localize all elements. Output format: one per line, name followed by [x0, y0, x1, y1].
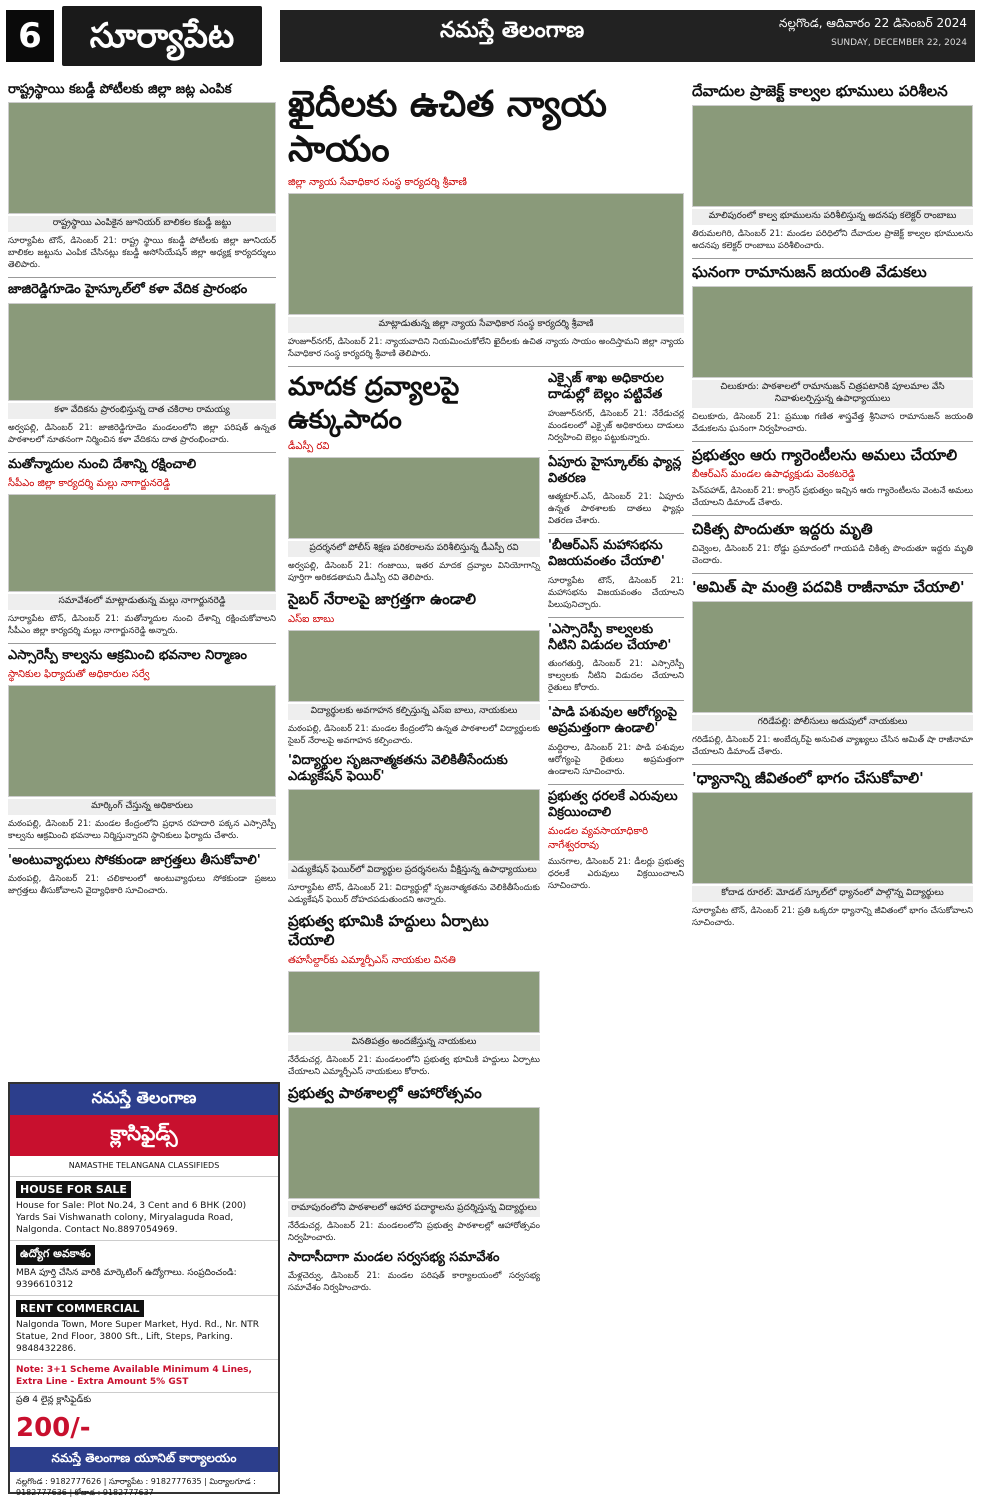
ad-price-block — [10, 1393, 278, 1447]
split-main — [288, 371, 540, 1300]
photo-caption: కోదాడ రూరల్: మోడల్ స్కూల్‌లో ధ్యానంలో పాల్గొన్న విద్యార్థులు — [692, 886, 973, 902]
ad-scheme-note: Note: 3+1 Scheme Available Minimum 4 Lines, Extra Line - Extra Amount 5% GST — [10, 1360, 278, 1393]
photo-caption: రామాపురంలోని పాఠశాలలో ఆహార పదార్థాలను ప్రదర్శిస్తున్న విద్యార్థులు — [288, 1201, 540, 1217]
divider — [548, 700, 684, 701]
divider — [8, 643, 276, 644]
divider — [692, 573, 973, 574]
divider — [8, 277, 276, 278]
headline: జాజిరెడ్డిగూడెం హైస్కూల్‌లో కళా వేదిక ప్రారంభం — [8, 282, 248, 298]
headline: ప్రభుత్వ ధరలకే ఎరువులు విక్రయించాలి — [548, 788, 678, 820]
article-body: చివ్వెంల, డిసెంబర్ 21: రోడ్డు ప్రమాదంలో గాయపడి చికిత్స పొందుతూ ఇద్దరు మృతి చెందారు. — [692, 544, 973, 566]
date-english: SUNDAY, DECEMBER 22, 2024 — [831, 38, 967, 48]
headline: చికిత్స పొందుతూ ఇద్దరు మృతి — [692, 520, 873, 539]
ad-title: క్లాసిఫైడ్స్ — [10, 1115, 278, 1156]
byline: ఎస్‌ఐ బాబు — [288, 613, 335, 625]
ad-header: నమస్తే తెలంగాణ — [10, 1084, 278, 1115]
divider — [548, 450, 684, 451]
article-body: సూర్యాపేట టౌన్, డిసెంబర్ 21: రాష్ట్ర స్థాయి కబడ్డీ పోటీలకు జిల్లా జూనియర్ బాలికల జట్టును ఎంపిక చేసినట్లు కబడ్డీ అసోసియేషన్ జిల్లా అధ్యక్ష కార్యదర్శులు తెలిపారు. — [8, 236, 276, 271]
photo — [8, 102, 276, 214]
photo — [288, 193, 684, 315]
photo — [8, 303, 276, 401]
divider — [692, 258, 973, 259]
headline: సాదాసీదాగా మండల సర్వసభ్య సమావేశం — [288, 1249, 500, 1265]
photo — [692, 105, 973, 207]
split-side — [548, 371, 684, 1300]
photo-caption: రాష్ట్రస్థాయి ఎంపికైన జూనియర్ బాలికల కబడ్డీ జట్టు — [8, 216, 276, 232]
article-body: మద్దిరాల, డిసెంబర్ 21: పాడి పశువుల ఆరోగ్యంపై రైతులు అప్రమత్తంగా ఉండాలని సూచించారు. — [548, 742, 684, 777]
divider — [548, 533, 684, 534]
photo — [692, 286, 973, 378]
divider — [8, 848, 276, 849]
headline: ప్రభుత్వ భూమికి హద్దులు ఏర్పాటు చేయాలి — [288, 912, 489, 949]
headline: దేవాదుల ప్రాజెక్ట్ కాల్వల భూములు పరిశీలన — [692, 82, 948, 100]
headline: రాష్ట్రస్థాయి కబడ్డీ పోటీలకు జిల్లా జట్ల ఎంపిక — [8, 82, 232, 97]
article-body: హుజూర్‌నగర్, డిసెంబర్ 21: నేరేడుచర్ల మండలంలో ఎక్సైజ్ అధికారులు దాడులు నిర్వహించి బెల్లం పట్టుకున్నారు. — [548, 408, 684, 443]
ad-price-label: ప్రతి 4 లైన్ల క్లాసిఫైడ్‌కు — [16, 1395, 92, 1405]
ad-rent-title: RENT COMMERCIAL — [16, 1300, 144, 1317]
divider — [692, 764, 973, 765]
article-body: ఆత్మకూర్.ఎస్, డిసెంబర్ 21: ఏపూరు ఉన్నత పాఠశాలకు దాతలు ఫ్యాన్లు వితరణ చేశారు. — [548, 492, 684, 526]
headline: ఎస్సారెస్పీ కాల్వను ఆక్రమించి భవనాల నిర్మాణం — [8, 647, 248, 663]
headline: ఏపూరు హైస్కూల్‌కు ఫ్యాన్ల వితరణ — [548, 454, 682, 486]
photo-caption: ప్రదర్శనలో పోలీస్ శిక్షణ పరికరాలను పరిశీలిస్తున్న డీఎస్పీ రవి — [288, 541, 540, 557]
byline: మండల వ్యవసాయాధికారి నాగేశ్వరరావు — [548, 826, 649, 851]
article-body: అర్వపల్లి, డిసెంబర్ 21: జాజిరెడ్డిగూడెం మండలంలోని జిల్లా పరిషత్ ఉన్నత పాఠశాలలో నూతనంగా నిర్మించిన కళా వేదికను దాత ప్రారంభించారు. — [8, 422, 276, 445]
masthead — [0, 0, 981, 72]
ad-footer-name: నమస్తే తెలంగాణ యూనిట్ కార్యాలయం — [10, 1447, 278, 1472]
byline: డీఎస్పీ రవి — [288, 441, 330, 452]
article-body: హుజూర్‌నగర్, డిసెంబర్ 21: న్యాయవాదిని నియమించుకోలేని ఖైదీలకు ఉచిత న్యాయ సాయం అందిస్తామని జిల్లా న్యాయ సేవాధికార సంస్థ కార్యదర్శి శ్రీవాణి తెలిపారు. — [288, 337, 684, 359]
headline: మాదక ద్రవ్యాలపై ఉక్కుపాదం — [288, 372, 460, 435]
article-body: చిలుకూరు, డిసెంబర్ 21: ప్రముఖ గణిత శాస్త్రవేత్త శ్రీనివాస రామానుజన్ జయంతి వేడుకలను ఘనంగా నిర్వహించారు. — [692, 411, 973, 434]
byline: స్థానికుల ఫిర్యాదుతో అధికారుల సర్వే — [8, 669, 150, 680]
headline: 'అంటువ్యాధులు సోకకుండా జాగ్రత్తలు తీసుకోవాలి' — [8, 853, 261, 868]
photo-caption: వినతిపత్రం అందజేస్తున్న నాయకులు — [288, 1035, 540, 1051]
headline: 'పాడి పశువుల ఆరోగ్యంపై అప్రమత్తంగా ఉండాలి' — [548, 705, 677, 737]
photo-caption: సమావేశంలో మాట్లాడుతున్న మల్లు నాగార్జునరెడ్డి — [8, 594, 276, 610]
photo-caption: గరిడేపల్లి: పోలీసులు అదుపులో నాయకులు — [692, 715, 973, 731]
split-row — [288, 371, 684, 1300]
byline: తహసీల్దార్‌కు ఎమ్మార్పీఎస్ నాయకుల వినతి — [288, 954, 456, 966]
photo-caption: మాలిపురంలో కాల్వ భూములను పరిశీలిస్తున్న అదనపు కలెక్టర్ రాంబాబు — [692, 209, 973, 225]
headline: ఘనంగా రామానుజన్ జయంతి వేడుకలు — [692, 262, 927, 281]
headline: సైబర్ నేరాలపై జాగ్రత్తగా ఉండాలి — [288, 590, 477, 608]
headline: ప్రభుత్వ పాఠశాలల్లో ఆహారోత్సవం — [288, 1083, 482, 1102]
byline: సీపీఎం జిల్లా కార్యదర్శి మల్లు నాగార్జునరెడ్డి — [8, 477, 171, 489]
headline: మతోన్మాదుల నుంచి దేశాన్ని రక్షించాలి — [8, 456, 197, 472]
lead-headline: ఖైదీలకు ఉచిత న్యాయ సాయం — [288, 84, 607, 170]
ad-house-text: House for Sale: Plot No.24, 3 Cent and 6 BHK (200) Yards Sai Vishwanath colony, Miryalaguda Road, Nalgonda. Contact No.8897054969. — [16, 1201, 247, 1235]
article-body: సూర్యాపేట టౌన్, డిసెంబర్ 21: మతోన్మాదుల నుంచి దేశాన్ని రక్షించుకోవాలని సీపీఎం జిల్లా కార్యదర్శి మల్లు నాగార్జునరెడ్డి అన్నారు. — [8, 613, 276, 636]
headline: 'ధ్యానాన్ని జీవితంలో భాగం చేసుకోవాలి' — [692, 768, 924, 787]
headline: 'అమిత్ షా మంత్రి పదవికి రాజీనామా చేయాలి' — [692, 578, 965, 596]
article-body: అర్వపల్లి, డిసెంబర్ 21: గంజాయి, ఇతర మాదక ద్రవ్యాల వినియోగాన్ని పూర్తిగా అరికడతామని డీఎస్పీ రవి తెలిపారు. — [288, 561, 540, 583]
ad-jobs — [10, 1241, 278, 1296]
ad-rent — [10, 1296, 278, 1360]
article-body: మఠంపల్లి, డిసెంబర్ 21: చలికాలంలో అంటువ్యాధులు సోకకుండా ప్రజలు జాగ్రత్తలు తీసుకోవాలని వైద్యాధికారి సూచించారు. — [8, 874, 276, 897]
article-body: గరిడేపల్లి, డిసెంబర్ 21: అంబేద్కర్‌పై అనుచిత వ్యాఖ్యలు చేసిన అమిత్ షా రాజీనామా చేయాలని డిమాండ్ చేశారు. — [692, 734, 973, 757]
photo — [288, 789, 540, 861]
divider — [692, 515, 973, 516]
byline: బీఆర్‌ఎస్ మండల ఉపాధ్యక్షుడు వెంకటరెడ్డి — [692, 469, 856, 481]
headline: 'విద్యార్థుల సృజనాత్మకతను వెలికితీసేందుకు ఎడ్యుకేషన్ ఫెయిర్' — [288, 752, 508, 784]
article-body: మఠంపల్లి, డిసెంబర్ 21: మండల కేంద్రంలోని ఉన్నత పాఠశాలలో విద్యార్థులకు సైబర్ నేరాలపై అవగాహన కల్పించారు. — [288, 723, 540, 746]
ad-jobs-text: MBA పూర్తి చేసిన వారికి మార్కెటింగ్ ఉద్యోగాలు. సంప్రదించండి: 9396610312 — [16, 1268, 237, 1290]
divider — [8, 452, 276, 453]
article-body: మేళ్లచెర్వు, డిసెంబర్ 21: మండల పరిషత్ కార్యాలయంలో సర్వసభ్య సమావేశం నిర్వహించారు. — [288, 1270, 540, 1293]
page-number: 6 — [6, 10, 54, 62]
column-left — [8, 82, 276, 903]
photo-caption: విద్యార్థులకు అవగాహన కల్పిస్తున్న ఎస్‌ఐ బాలు, నాయకులు — [288, 704, 540, 720]
photo-caption: మార్కింగ్ చేస్తున్న అధికారులు — [8, 799, 276, 815]
divider — [548, 617, 684, 618]
ad-price: 200/- — [16, 1413, 91, 1443]
headline: ప్రభుత్వం ఆరు గ్యారెంటీలను అమలు చేయాలి — [692, 445, 958, 464]
headline: ఎక్సైజ్ శాఖ అధికారుల దాడుల్లో బెల్లం పట్టివేత — [548, 371, 664, 403]
article-body: సూర్యాపేట టౌన్, డిసెంబర్ 21: ప్రతి ఒక్కరూ ధ్యానాన్ని జీవితంలో భాగం చేసుకోవాలని సూచించారు. — [692, 905, 973, 928]
column-right — [692, 82, 973, 935]
ad-house-title: HOUSE FOR SALE — [16, 1181, 131, 1198]
article-body: సూర్యాపేట టౌన్, డిసెంబర్ 21: మహాసభను విజయవంతం చేయాలని పిలుపునిచ్చారు. — [548, 575, 684, 610]
date-telugu: నల్లగొండ, ఆదివారం 22 డిసెంబర్ 2024 — [779, 16, 967, 30]
article-body: తిరుమలగిరి, డిసెంబర్ 21: మండల పరిధిలోని దేవాదుల ప్రాజెక్ట్ కాల్వల భూములను అదనపు కలెక్టర్ రాంబాబు పరిశీలించారు. — [692, 228, 973, 251]
divider — [548, 784, 684, 785]
photo — [288, 1107, 540, 1199]
article-body: సూర్యాపేట టౌన్, డిసెంబర్ 21: విద్యార్థుల్లో సృజనాత్మకతను వెలికితీసేందుకు ఎడ్యుకేషన్ ఫెయిర్ దోహదపడుతుందని అన్నారు. — [288, 883, 540, 906]
ad-house-sale — [10, 1177, 278, 1241]
headline: 'ఎస్సారెస్పీ కాల్వలకు నీటిని విడుదల చేయాలి' — [548, 621, 672, 653]
ad-rent-text: Nalgonda Town, More Super Market, Hyd. Rd., Nr. NTR Statue, 2nd Floor, 3800 Sft., Lift, Steps, Parking. 9848432286. — [16, 1320, 259, 1354]
paper-banner — [280, 10, 975, 62]
ad-jobs-title: ఉద్యోగ అవకాశం — [16, 1245, 95, 1265]
edition-name: సూర్యాపేట — [62, 6, 262, 66]
column-middle — [288, 82, 684, 1300]
photo — [288, 630, 540, 702]
ad-phones: నల్లగొండ : 9182777626 | సూర్యాపేట : 9182777635 | మిర్యాలగూడ : 9182777636 | కోదాడ : 9182777637 — [16, 1477, 256, 1497]
article-body: మఠంపల్లి, డిసెంబర్ 21: మండల కేంద్రంలోని ప్రధాన రహదారి పక్కన ఎస్సారెస్పీ కాల్వను ఆక్రమించి భవనాలు నిర్మిస్తున్నారని స్థానికులు ఫిర్యాదు చేశారు. — [8, 819, 276, 841]
photo-caption: కళా వేదికను ప్రారంభిస్తున్న దాత చకిరాల రామయ్య — [8, 403, 276, 419]
photo-caption: చిలుకూరు: పాఠశాలలో రామానుజన్ చిత్రపటానికి పూలమాల వేసి నివాళులర్పిస్తున్న ఉపాధ్యాయులు — [692, 380, 973, 408]
photo — [288, 971, 540, 1033]
classified-ad — [8, 1082, 280, 1497]
photo — [8, 685, 276, 797]
photo — [692, 792, 973, 884]
divider — [288, 366, 684, 367]
article-body: మునగాల, డిసెంబర్ 21: డీలర్లు ప్రభుత్వ ధరలకే ఎరువులు విక్రయించాలని సూచించారు. — [548, 857, 684, 891]
photo — [692, 601, 973, 713]
article-body: పెన్‌పహాడ్, డిసెంబర్ 21: కాంగ్రెస్ ప్రభుత్వం ఇచ్చిన ఆరు గ్యారెంటీలను వెంటనే అమలు చేయాలని డిమాండ్ చేశారు. — [692, 486, 973, 509]
article-body: నేరేడుచర్ల, డిసెంబర్ 21: మండలంలోని ప్రభుత్వ పాఠశాలల్లో ఆహారోత్సవం నిర్వహించారు. — [288, 1220, 540, 1243]
byline: జిల్లా న్యాయ సేవాధికార సంస్థ కార్యదర్శి శ్రీవాణి — [288, 177, 467, 188]
photo-caption: మాట్లాడుతున్న జిల్లా న్యాయ సేవాధికార సంస్థ కార్యదర్శి శ్రీవాణి — [288, 317, 684, 333]
paper-name: నమస్తే తెలంగాణ — [440, 18, 585, 43]
headline: 'బీఆర్‌ఎస్ మహాసభను విజయవంతం చేయాలి' — [548, 538, 665, 570]
photo-caption: ఎడ్యుకేషన్ ఫెయిర్‌లో విద్యార్థుల ప్రదర్శనలను వీక్షిస్తున్న ఉపాధ్యాయులు — [288, 863, 540, 879]
divider — [692, 441, 973, 442]
photo — [288, 457, 540, 539]
ad-subtitle: NAMASTHE TELANGANA CLASSIFIEDS — [10, 1156, 278, 1177]
article-body: నేరేడుచర్ల, డిసెంబర్ 21: మండలంలోని ప్రభుత్వ భూమికి హద్దులు ఏర్పాటు చేయాలని ఎమ్మార్పీఎస్ నాయకులు కోరారు. — [288, 1054, 540, 1077]
article-body: తుంగతుర్తి, డిసెంబర్ 21: ఎస్సారెస్పీ కాల్వలకు నీటిని విడుదల చేయాలని రైతులు కోరారు. — [548, 659, 684, 693]
photo — [8, 494, 276, 592]
